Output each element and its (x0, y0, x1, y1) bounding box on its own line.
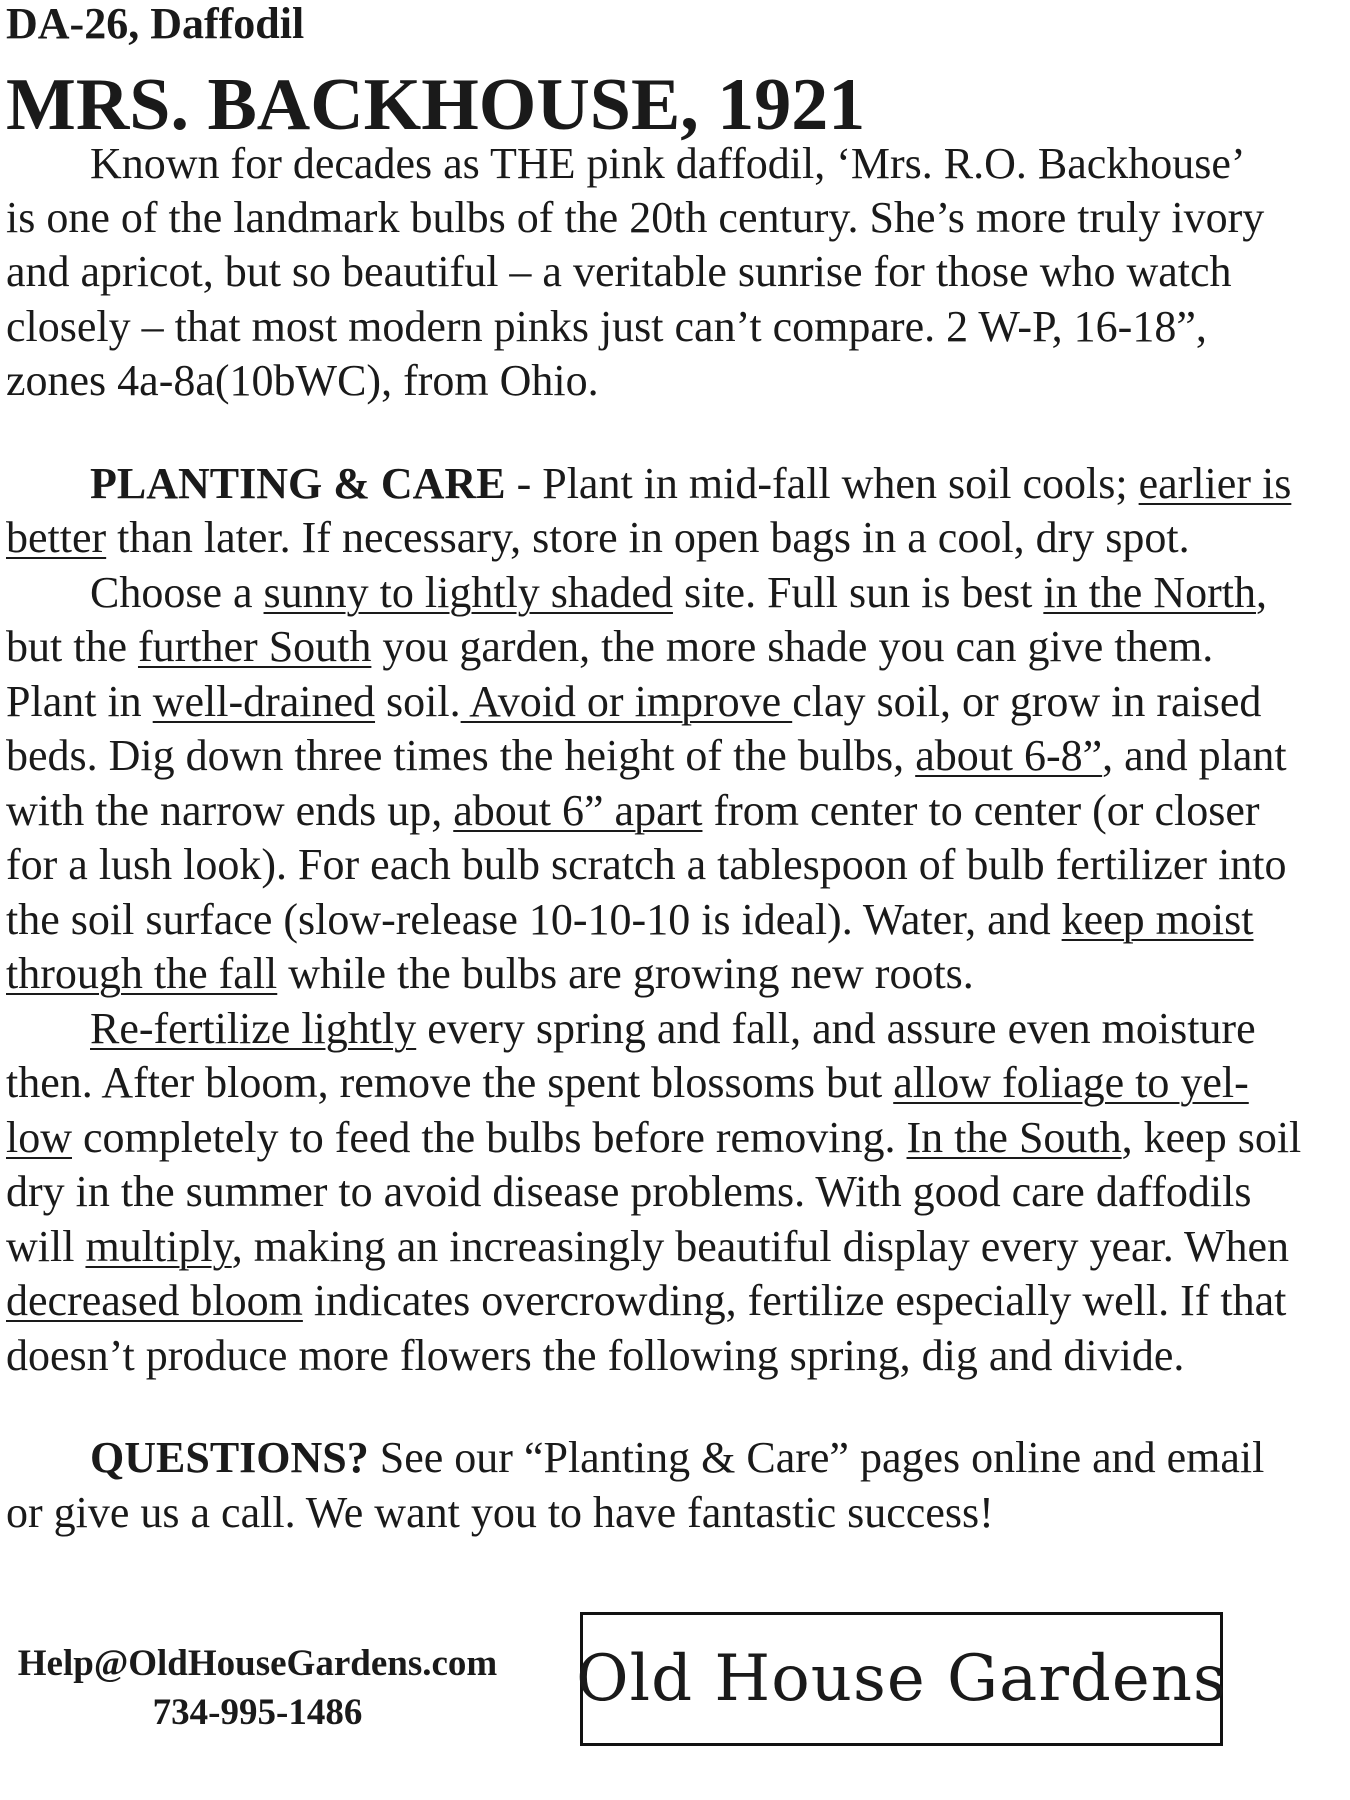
intro-line-2: is one of the landmark bulbs of the 20th century. She’s more truly ivory (6, 193, 1265, 242)
care-line-7: with the narrow ends up, about 6” apart from center to center (or closer (6, 786, 1260, 835)
intro-line-3: and apricot, but so beautiful – a veritable sunrise for those who watch (6, 247, 1232, 296)
care-line-10: through the fall while the bulbs are growing new roots. (6, 949, 974, 998)
care-heading: PLANTING & CARE (90, 459, 506, 508)
care-line-16: decreased bloom indicates overcrowding, fertilize especially well. If that (6, 1276, 1287, 1325)
care-line-14: dry in the summer to avoid disease problems. With good care daffodils (6, 1167, 1252, 1216)
intro-line-5: zones 4a-8a(10bWC), from Ohio. (6, 356, 599, 405)
care-line-1: PLANTING & CARE - Plant in mid-fall when soil cools; earlier is (90, 459, 1292, 508)
care-line-15: will multiply, making an increasingly beautiful display every year. When (6, 1222, 1290, 1271)
care-line-17: doesn’t produce more flowers the following spring, dig and divide. (6, 1331, 1185, 1380)
care-line-13: low completely to feed the bulbs before removing. In the South, keep soil (6, 1113, 1302, 1162)
logo (576, 1612, 1227, 1746)
intro-line-1: Known for decades as THE pink daffodil, ‘Mrs. R.O. Backhouse’ (90, 139, 1246, 188)
care-line-6: beds. Dig down three times the height of the bulbs, about 6-8”, and plant (6, 731, 1287, 780)
care-line-5: Plant in well-drained soil. Avoid or improve clay soil, or grow in raised (6, 677, 1262, 726)
contact-phone[interactable]: 734-995-1486 (152, 1692, 363, 1733)
care-line-2: better than later. If necessary, store in open bags in a cool, dry spot. (6, 513, 1190, 562)
logo-text: Old House Gardens (576, 1642, 1227, 1716)
care-line-12: then. After bloom, remove the spent blossoms but allow foliage to yel- (6, 1058, 1249, 1107)
care-line-8: for a lush look). For each bulb scratch a tablespoon of bulb fertilizer into (6, 840, 1287, 889)
contact-email[interactable]: Help@OldHouseGardens.com (17, 1643, 498, 1684)
questions-line-2: or give us a call. We want you to have fantastic success! (6, 1488, 994, 1537)
product-code: DA-26, Daffodil (6, 0, 305, 48)
questions-heading: QUESTIONS? (90, 1433, 369, 1482)
intro-line-4: closely – that most modern pinks just can’t compare. 2 W-P, 16-18”, (6, 302, 1207, 351)
care-line-11: Re-fertilize lightly every spring and fall, and assure even moisture (90, 1004, 1256, 1053)
care-line-4: but the further South you garden, the more shade you can give them. (6, 622, 1214, 671)
questions-line-1: QUESTIONS? See our “Planting & Care” pages online and email (90, 1433, 1265, 1482)
care-line-9: the soil surface (slow-release 10-10-10 is ideal). Water, and keep moist (6, 895, 1254, 944)
care-line-3: Choose a sunny to lightly shaded site. Full sun is best in the North, (90, 568, 1267, 617)
page-title: MRS. BACKHOUSE, 1921 (6, 64, 866, 146)
